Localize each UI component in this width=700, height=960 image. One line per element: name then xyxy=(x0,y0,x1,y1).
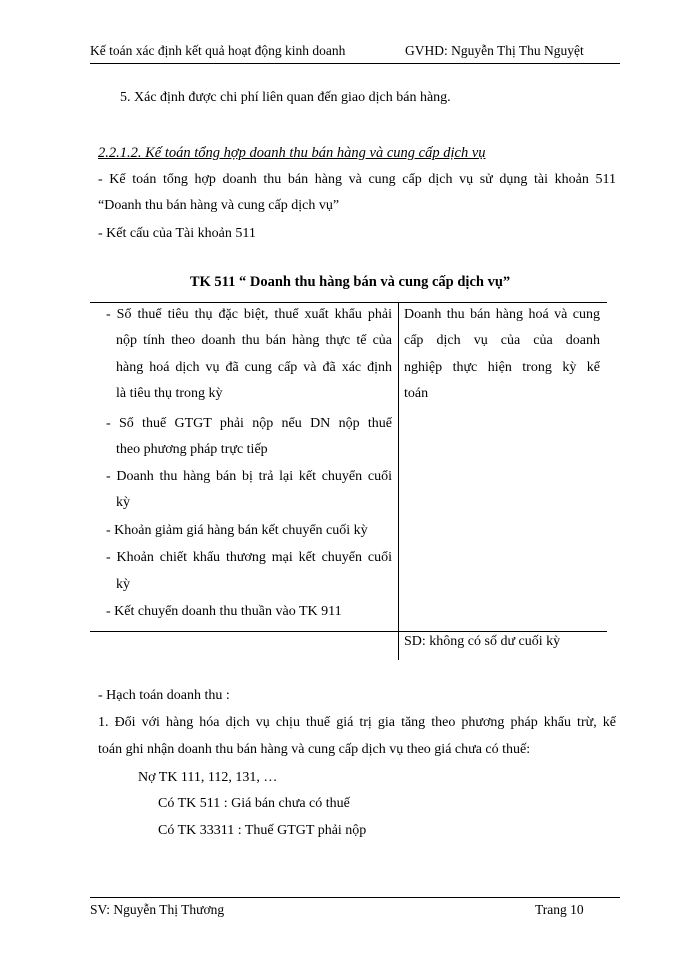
debit-line: - Khoản chiết khấu thương mại kết chuyển cuối xyxy=(106,551,392,565)
section-paragraph-structure: - Kết cấu của Tài khoản 511 xyxy=(98,226,256,241)
footer-rule xyxy=(90,897,620,898)
credit-line: Doanh thu bán hàng hoá và cung xyxy=(404,308,600,322)
debit-line: hàng hoá dịch vụ đã cung cấp và đã xác định xyxy=(116,361,392,375)
debit-line: - Số thuế GTGT phải nộp nếu DN nộp thuế xyxy=(106,417,392,431)
credit-line: toán xyxy=(404,386,429,401)
header-left-text: Kế toán xác định kết quả hoạt động kinh doanh xyxy=(90,43,346,58)
section-paragraph-line-2: “Doanh thu bán hàng và cung cấp dịch vụ” xyxy=(98,198,340,213)
section-title: 2.2.1.2. Kế toán tổng hợp doanh thu bán hàng và cung cấp dịch vụ xyxy=(98,145,486,161)
debit-line: kỳ xyxy=(116,577,130,592)
debit-line: - Khoản giảm giá hàng bán kết chuyển cuối kỳ xyxy=(106,523,368,538)
header-rule xyxy=(90,63,620,64)
debit-line: - Kết chuyển doanh thu thuần vào TK 911 xyxy=(106,604,342,619)
list-item-5: 5. Xác định được chi phí liên quan đến giao dịch bán hàng. xyxy=(120,90,451,105)
debit-line: là tiêu thụ trong kỳ xyxy=(116,386,223,401)
credit-entry-2: Có TK 33311 : Thuế GTGT phải nộp xyxy=(158,823,367,838)
debit-line: nộp tính theo doanh thu bán hàng thực tế của xyxy=(116,334,392,348)
t-account-balance: SD: không có số dư cuối kỳ xyxy=(404,634,561,649)
debit-entry: Nợ TK 111, 112, 131, … xyxy=(138,770,278,785)
page-number: Trang 10 xyxy=(535,902,584,917)
debit-line: - Số thuế tiêu thụ đặc biệt, thuế xuất khẩu phải xyxy=(106,308,392,322)
header-right-text: GVHD: Nguyễn Thị Thu Nguyệt xyxy=(405,43,584,58)
accounting-item-1-line-1: 1. Đối với hàng hóa dịch vụ chịu thuế giá trị gia tăng theo phương pháp khấu trừ, kế xyxy=(98,716,616,730)
debit-line: kỳ xyxy=(116,495,130,510)
footer-left-text: SV: Nguyễn Thị Thương xyxy=(90,902,225,917)
t-account-bottom-rule xyxy=(90,631,607,632)
t-account-divider xyxy=(398,302,399,660)
credit-entry-1: Có TK 511 : Giá bán chưa có thuế xyxy=(158,796,350,811)
credit-line: nghiệp thực hiện trong kỳ kế xyxy=(404,361,600,375)
accounting-heading: - Hạch toán doanh thu : xyxy=(98,688,230,703)
section-paragraph-line-1: - Kế toán tổng hợp doanh thu bán hàng và cung cấp dịch vụ sử dụng tài khoản 511 xyxy=(98,173,616,187)
t-account-top-rule xyxy=(90,302,607,303)
credit-line: cấp dịch vụ của của doanh xyxy=(404,334,600,348)
accounting-item-1-line-2: toán ghi nhận doanh thu bán hàng và cung cấp dịch vụ theo giá chưa có thuế: xyxy=(98,742,531,757)
debit-line: theo phương pháp trực tiếp xyxy=(116,442,268,457)
debit-line: - Doanh thu hàng bán bị trả lại kết chuyển cuối xyxy=(106,470,392,484)
t-account-title: TK 511 “ Doanh thu hàng bán và cung cấp dịch vụ” xyxy=(189,274,511,290)
